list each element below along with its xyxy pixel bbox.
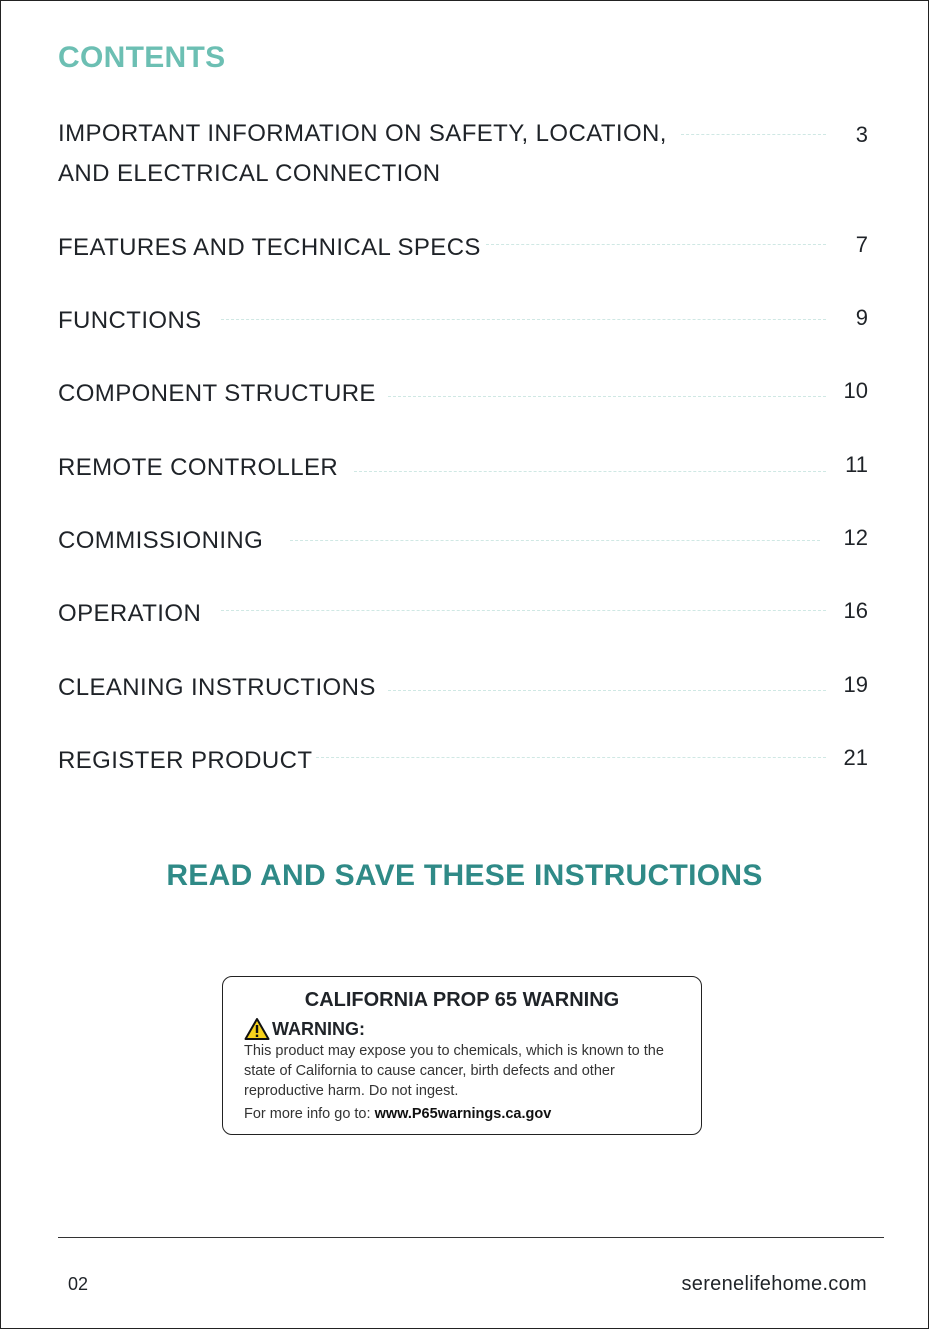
toc-label: CLEANING INSTRUCTIONS xyxy=(58,674,376,701)
toc-leader xyxy=(221,610,826,611)
toc-leader xyxy=(388,690,826,691)
toc-page-number: 12 xyxy=(843,525,868,550)
warning-subtitle: WARNING: xyxy=(272,1018,365,1039)
toc-label: REMOTE CONTROLLER xyxy=(58,454,339,481)
toc-page-number: 21 xyxy=(843,745,868,770)
toc-entry xyxy=(58,448,868,488)
toc-page-number: 16 xyxy=(843,598,868,623)
toc-leader xyxy=(290,540,820,541)
contents-title: CONTENTS xyxy=(58,41,226,74)
toc-entry xyxy=(58,668,868,708)
toc-leader xyxy=(486,244,826,245)
toc-entry xyxy=(58,374,868,414)
warning-more-info xyxy=(244,1106,551,1122)
read-save-heading: READ AND SAVE THESE INSTRUCTIONS xyxy=(166,859,763,892)
toc-page-number: 3 xyxy=(855,122,868,147)
toc-label: FUNCTIONS xyxy=(58,307,202,334)
toc-page-number: 9 xyxy=(855,305,868,330)
toc-leader xyxy=(681,134,826,135)
toc-entry xyxy=(58,114,868,194)
toc-label: FEATURES AND TECHNICAL SPECS xyxy=(58,234,481,261)
toc-entry xyxy=(58,594,868,634)
toc-page-number: 19 xyxy=(843,672,868,697)
toc-label-continued: AND ELECTRICAL CONNECTION xyxy=(58,154,868,194)
toc-leader xyxy=(388,396,826,397)
toc-label: OPERATION xyxy=(58,600,202,627)
p65-link[interactable]: www.P65warnings.ca.gov xyxy=(374,1106,552,1122)
warning-more-prefix: For more info go to: xyxy=(244,1106,375,1122)
toc-leader xyxy=(316,757,826,758)
warning-title: CALIFORNIA PROP 65 WARNING xyxy=(304,989,620,1011)
footer-divider xyxy=(58,1237,884,1238)
toc-entry xyxy=(58,228,868,268)
toc-entry xyxy=(58,301,868,341)
toc-label: REGISTER PRODUCT xyxy=(58,747,313,774)
toc-page-number: 10 xyxy=(843,378,868,403)
toc-entry xyxy=(58,521,868,561)
prop65-warning-box xyxy=(222,976,702,1135)
warning-triangle-icon xyxy=(244,1017,270,1041)
toc-page-number: 11 xyxy=(845,452,868,477)
toc-label: COMMISSIONING xyxy=(58,527,264,554)
toc-leader xyxy=(221,319,826,320)
warning-subtitle-row xyxy=(244,1017,365,1041)
toc-entry xyxy=(58,741,868,781)
toc-label: COMPONENT STRUCTURE xyxy=(58,380,376,407)
toc-page-number: 7 xyxy=(855,232,868,257)
website-link[interactable]: serenelifehome.com xyxy=(681,1273,867,1295)
toc-label: IMPORTANT INFORMATION ON SAFETY, LOCATION, xyxy=(58,114,667,154)
toc-leader xyxy=(354,471,826,472)
page-number: 02 xyxy=(68,1274,89,1294)
warning-body: This product may expose you to chemicals, which is known to the state of California to cause cancer, birth defects and other reproductive harm. Do not ingest. xyxy=(244,1043,664,1099)
